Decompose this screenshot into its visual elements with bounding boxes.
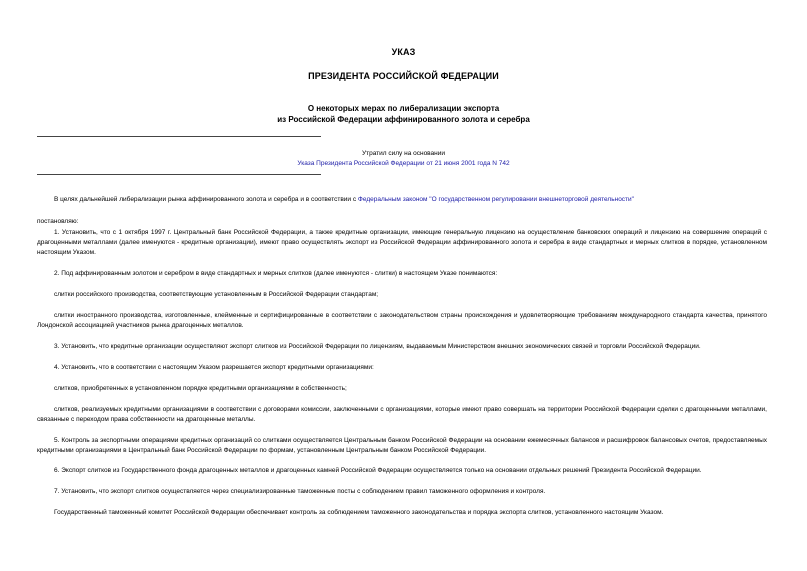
paragraph-2b: слитки иностранного производства, изготовленные, клейменные и сертифицированные в соответствии с законодательством страны происхождения и удовлетворяющие требованиям международного стандарта качества, принятого Лондонской ассоциацией участников рынка драгоценных металлов. — [37, 312, 767, 329]
status-text: Утратил силу на основании — [361, 150, 446, 157]
divider-top — [37, 136, 321, 137]
subtitle-line-2: из Российской Федерации аффинированного золота и серебра — [277, 115, 530, 124]
paragraph-4a: слитков, приобретенных в установленном порядке кредитными организациями в собственность; — [54, 385, 347, 392]
intro-paragraph — [37, 195, 767, 205]
paragraph-7: 7. Установить, что экспорт слитков осуществляется через специализированные таможенные посты с соблюдением правил таможенного оформления и контроля. — [54, 488, 546, 495]
document-title: УКАЗ — [391, 47, 416, 57]
divider-bottom — [37, 174, 321, 175]
paragraph-4: 4. Установить, что в соответствии с настоящим Указом разрешается экспорт кредитными организациями: — [54, 364, 374, 371]
paragraph-6: 6. Экспорт слитков из Государственного фонда драгоценных металлов и драгоценных камней Российской Федерации осуществляется только на основании отдельных решений Президента Российской Федерации. — [54, 467, 702, 474]
paragraph-4b: слитков, реализуемых кредитными организациями в соответствии с договорами комиссии, заключенными с организациями, которые имеют право совершать на территории Российской Федерации сделки с драгоценными металлами, связанные с переходом права собственности на драгоценные металлы. — [37, 406, 767, 423]
paragraph-2a: слитки российского производства, соответствующие установленным в Российской Федерации стандартам; — [54, 291, 379, 298]
document-subtitle — [0, 103, 807, 125]
paragraph-3: 3. Установить, что кредитные организации осуществляют экспорт слитков из Российской Федерации по лицензиям, выдаваемым Министерством внешних экономических связей и торговли Российской Федерации. — [54, 343, 701, 350]
intro-text: В целях дальнейшей либерализации рынка аффинированного золота и серебра и в соответствии с — [54, 196, 358, 203]
paragraph-5: 5. Контроль за экспортными операциями кредитных организаций со слитками осуществляется Центральным банком Российской Федерации на основании ежемесячных балансов и расшифровок балансовых счетов, предоставляемых кредитными организациями в Центральный банк Российской Федерации по формам, установленным Центральным банком Российской Федерации. — [37, 437, 767, 454]
status-note — [0, 149, 807, 169]
document-issuer: ПРЕЗИДЕНТА РОССИЙСКОЙ ФЕДЕРАЦИИ — [308, 71, 499, 81]
paragraph-1: 1. Установить, что с 1 октября 1997 г. Центральный банк Российской Федерации, а также кредитные организации, имеющие генеральную лицензию на осуществление банковских операций и лицензию на совершение операций с драгоценными металлами (далее именуются - кредитные организации), имеют право осуществлять экспорт из Российской Федерации аффинированного золота и серебра в виде стандартных и мерных слитков в порядке, установленном настоящим Указом. — [37, 229, 767, 256]
decree-word: постановляю: — [37, 218, 79, 225]
paragraph-2: 2. Под аффинированным золотом и серебром в виде стандартных и мерных слитков (далее именуются - слитки) в настоящем Указе понимаются: — [54, 270, 498, 277]
paragraph-8: Государственный таможенный комитет Российской Федерации обеспечивает контроль за соблюдением таможенного законодательства и порядка экспорта слитков, установленного настоящим Указом. — [54, 509, 664, 516]
federal-law-link[interactable]: Федеральным законом "О государственном регулировании внешнеторговой деятельности" — [357, 196, 634, 203]
repeal-decree-link[interactable]: Указа Президента Российской Федерации от 21 июня 2001 года N 742 — [297, 160, 510, 167]
subtitle-line-1: О некоторых мерах по либерализации экспорта — [307, 104, 500, 113]
